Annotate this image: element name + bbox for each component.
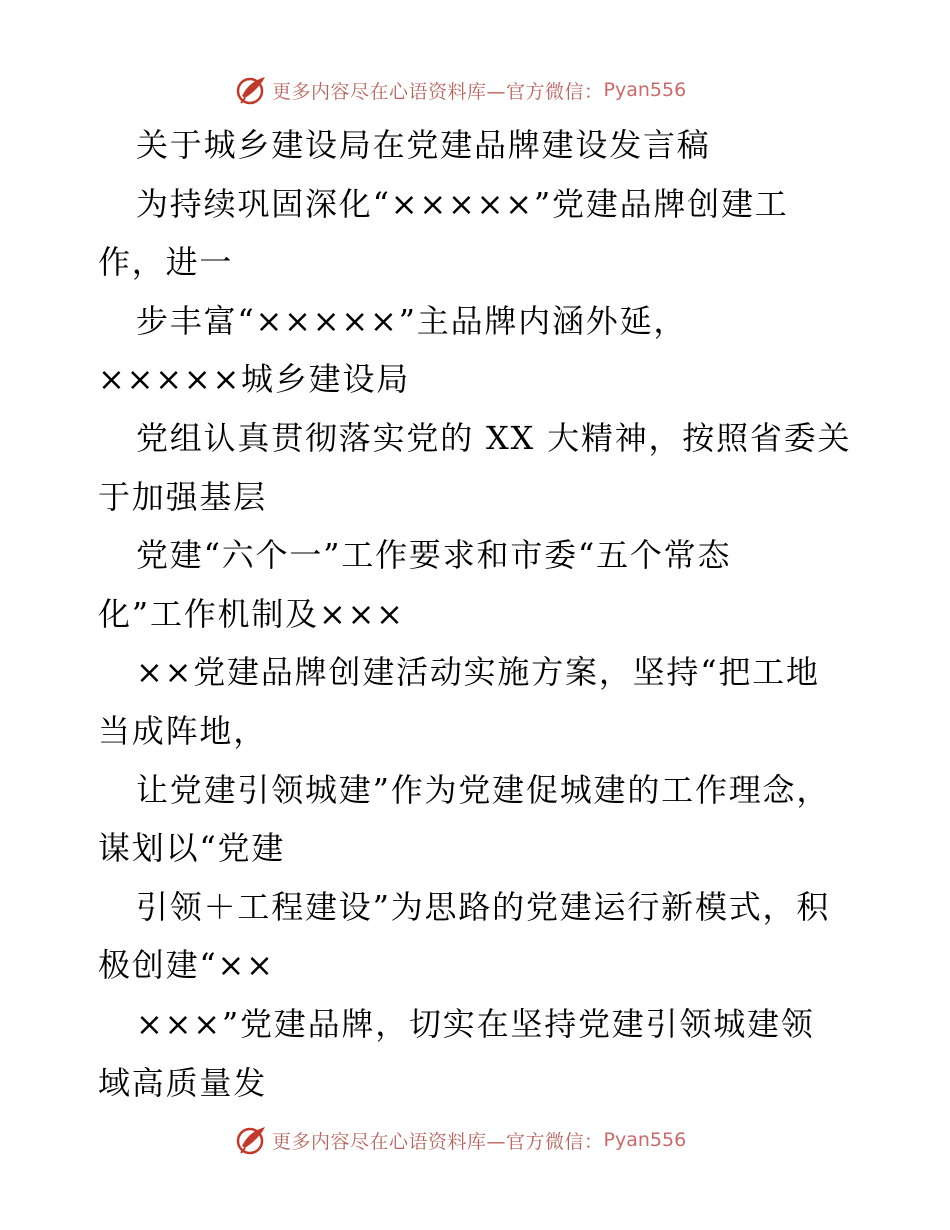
text-line: 引领＋工程建设”为思路的党建运行新模式，积: [136, 887, 831, 926]
text-line: 化”工作机制及×××: [98, 594, 405, 633]
watermark-banner-top: [236, 73, 686, 107]
feather-pen-logo-icon: [236, 1124, 268, 1156]
text-line: ×××”党建品牌，切实在坚持党建引领城建领: [136, 1004, 815, 1043]
watermark-text: 更多内容尽在心语资料库—官方微信：: [272, 80, 604, 103]
watermark-banner-bottom: [236, 1123, 686, 1157]
watermark-wechat-id: Pyan556: [603, 1129, 687, 1151]
text-line: ×××××城乡建设局: [98, 360, 411, 399]
watermark-text: 更多内容尽在心语资料库—官方微信：: [272, 1130, 604, 1153]
text-line: 党建“六个一”工作要求和市委“五个常态: [136, 536, 732, 575]
text-line: 极创建“××: [98, 946, 275, 985]
text-line: 于加强基层: [98, 477, 268, 516]
text-line: 作，进一: [98, 243, 234, 282]
watermark-wechat-id: Pyan556: [603, 79, 687, 101]
text-line: 党组认真贯彻落实党的 XX 大精神，按照省委关: [136, 418, 852, 457]
text-line: ××党建品牌创建活动实施方案，坚持“把工地: [136, 653, 820, 692]
document-title: 关于城乡建设局在党建品牌建设发言稿: [136, 126, 711, 164]
text-line: 让党建引领城建”作为党建促城建的工作理念，: [136, 770, 831, 809]
text-line: 步丰富“×××××”主品牌内涵外延，: [136, 301, 688, 340]
text-line: 谋划以“党建: [98, 829, 286, 868]
document-body: [98, 116, 858, 1112]
feather-pen-logo-icon: [236, 74, 268, 106]
text-line: 为持续巩固深化“×××××”党建品牌创建工: [136, 184, 789, 223]
text-line: 当成阵地，: [98, 711, 268, 750]
text-line: 域高质量发: [98, 1063, 268, 1102]
